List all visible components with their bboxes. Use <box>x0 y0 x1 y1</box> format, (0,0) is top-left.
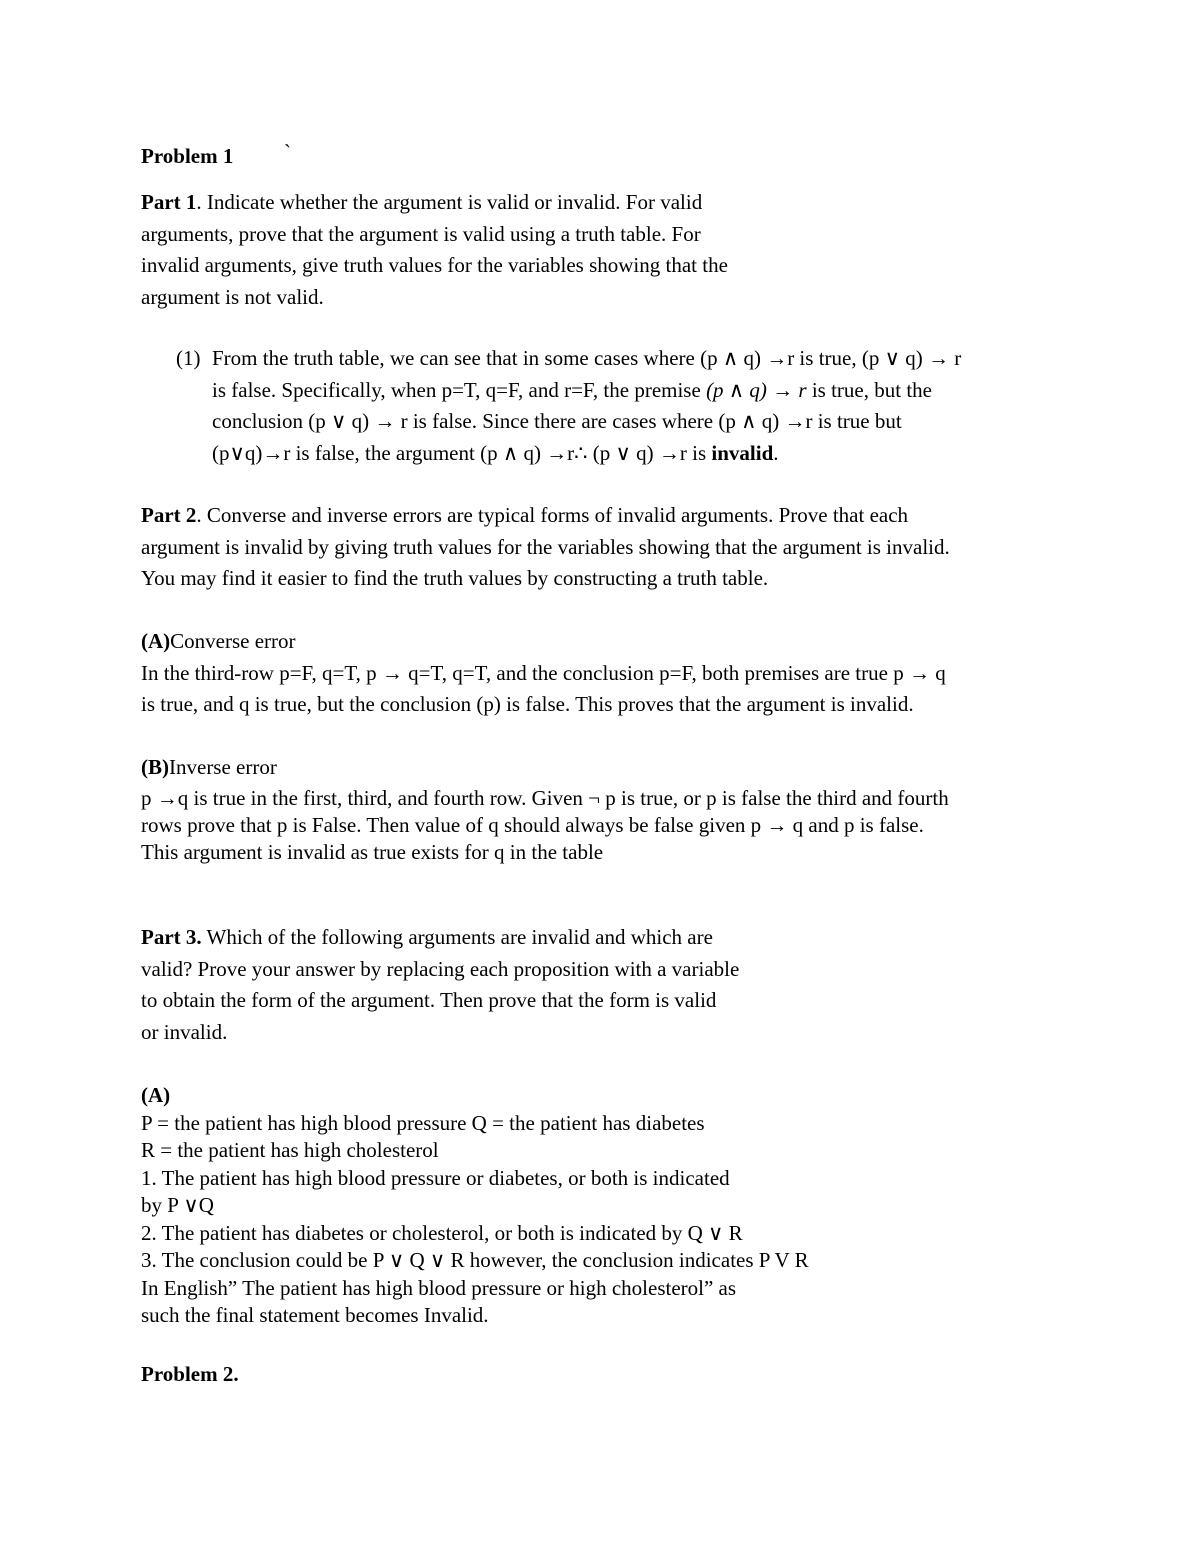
part-1-line: arguments, prove that the argument is valid using a truth table. For <box>141 221 701 246</box>
part-1-paragraph <box>141 187 728 313</box>
part-3-a-line: P = the patient has high blood pressure Q = the patient has diabetes <box>141 1110 705 1135</box>
part-3-a-line: 3. The conclusion could be P ∨ Q ∨ R however, the conclusion indicates P V R <box>141 1248 809 1272</box>
item-1-line: is false. Specifically, when p=T, q=F, and r=F, the premise (p ∧ q) → r is true, but the <box>212 377 932 402</box>
part-1-line: invalid arguments, give truth values for the variables showing that the <box>141 253 728 277</box>
part-3-line: to obtain the form of the argument. Then prove that the form is valid <box>141 988 717 1012</box>
part-3-line: Part 3. Which of the following arguments are invalid and which are <box>141 925 713 949</box>
part-3-line: or invalid. <box>141 1019 228 1044</box>
part-3-paragraph <box>141 922 739 1048</box>
part-1-line: argument is not valid. <box>141 284 324 309</box>
problem-2-title: Problem 2. <box>141 1362 239 1386</box>
part-3-label: Part 3. <box>141 925 202 949</box>
part-3-a-heading: (A) <box>141 1083 171 1107</box>
problem-1-heading <box>141 141 233 173</box>
item-1-line: From the truth table, we can see that in some cases where (p ∧ q) →r is true, (p ∨ q) → r <box>212 346 962 370</box>
inverse-error-line: p →q is true in the first, third, and fourth row. Given ¬ p is true, or p is false the third and fourth <box>141 786 949 810</box>
part-3-a-line: 1. The patient has high blood pressure or diabetes, or both is indicated <box>141 1165 730 1190</box>
part-2-line: You may find it easier to find the truth values by constructing a truth table. <box>141 566 769 590</box>
part-2-line: Part 2. Converse and inverse errors are typical forms of invalid arguments. Prove that each <box>141 503 909 527</box>
inverse-error-line: This argument is invalid as true exists for q in the table <box>141 840 604 864</box>
stray-mark: ` <box>284 140 291 164</box>
problem-1-title: Problem 1 <box>141 144 234 168</box>
premise-formula: (p ∧ q) → r <box>706 377 807 402</box>
converse-error-section <box>141 626 946 721</box>
problem-2-heading <box>141 1359 239 1391</box>
part-1-label: Part 1 <box>141 190 197 214</box>
part-2-paragraph <box>141 500 950 595</box>
converse-error-line: is true, and q is true, but the conclusion (p) is false. This proves that the argument is invalid. <box>141 692 914 716</box>
item-1-line: conclusion (p ∨ q) → r is false. Since there are cases where (p ∧ q) →r is true but <box>212 409 902 433</box>
part-3-a-line: 2. The patient has diabetes or cholesterol, or both is indicated by Q ∨ R <box>141 1220 743 1245</box>
invalid-verdict: invalid <box>711 440 774 465</box>
part-1-item-1 <box>212 343 961 469</box>
part-3-a-line: R = the patient has high cholesterol <box>141 1138 439 1162</box>
part-1-item-number: (1) <box>176 346 201 370</box>
part-2-line: argument is invalid by giving truth values for the variables showing that the argument is invalid. <box>141 534 950 559</box>
part-3-a-line: In English” The patient has high blood pressure or high cholesterol” as <box>141 1275 737 1300</box>
part-3-a-section <box>141 1082 809 1330</box>
part-3-a-line: such the final statement becomes Invalid. <box>141 1303 489 1327</box>
part-1-line: Part 1. Indicate whether the argument is valid or invalid. For valid <box>141 190 703 214</box>
part-3-a-line: by P ∨Q <box>141 1193 214 1217</box>
inverse-error-section <box>141 754 949 866</box>
inverse-error-line: rows prove that p is False. Then value of q should always be false given p → q and p is false. <box>141 813 924 837</box>
part-3-line: valid? Prove your answer by replacing each proposition with a variable <box>141 956 740 981</box>
converse-error-line: In the third-row p=F, q=T, p → q=T, q=T, and the conclusion p=F, both premises are true p → q <box>141 660 946 685</box>
inverse-error-heading: (B)Inverse error <box>141 755 277 779</box>
converse-error-heading: (A)Converse error <box>141 629 296 653</box>
part-2-label: Part 2 <box>141 503 197 527</box>
item-1-line: (p∨q)→r is false, the argument (p ∧ q) →r∴ (p ∨ q) →r is invalid. <box>212 440 779 465</box>
